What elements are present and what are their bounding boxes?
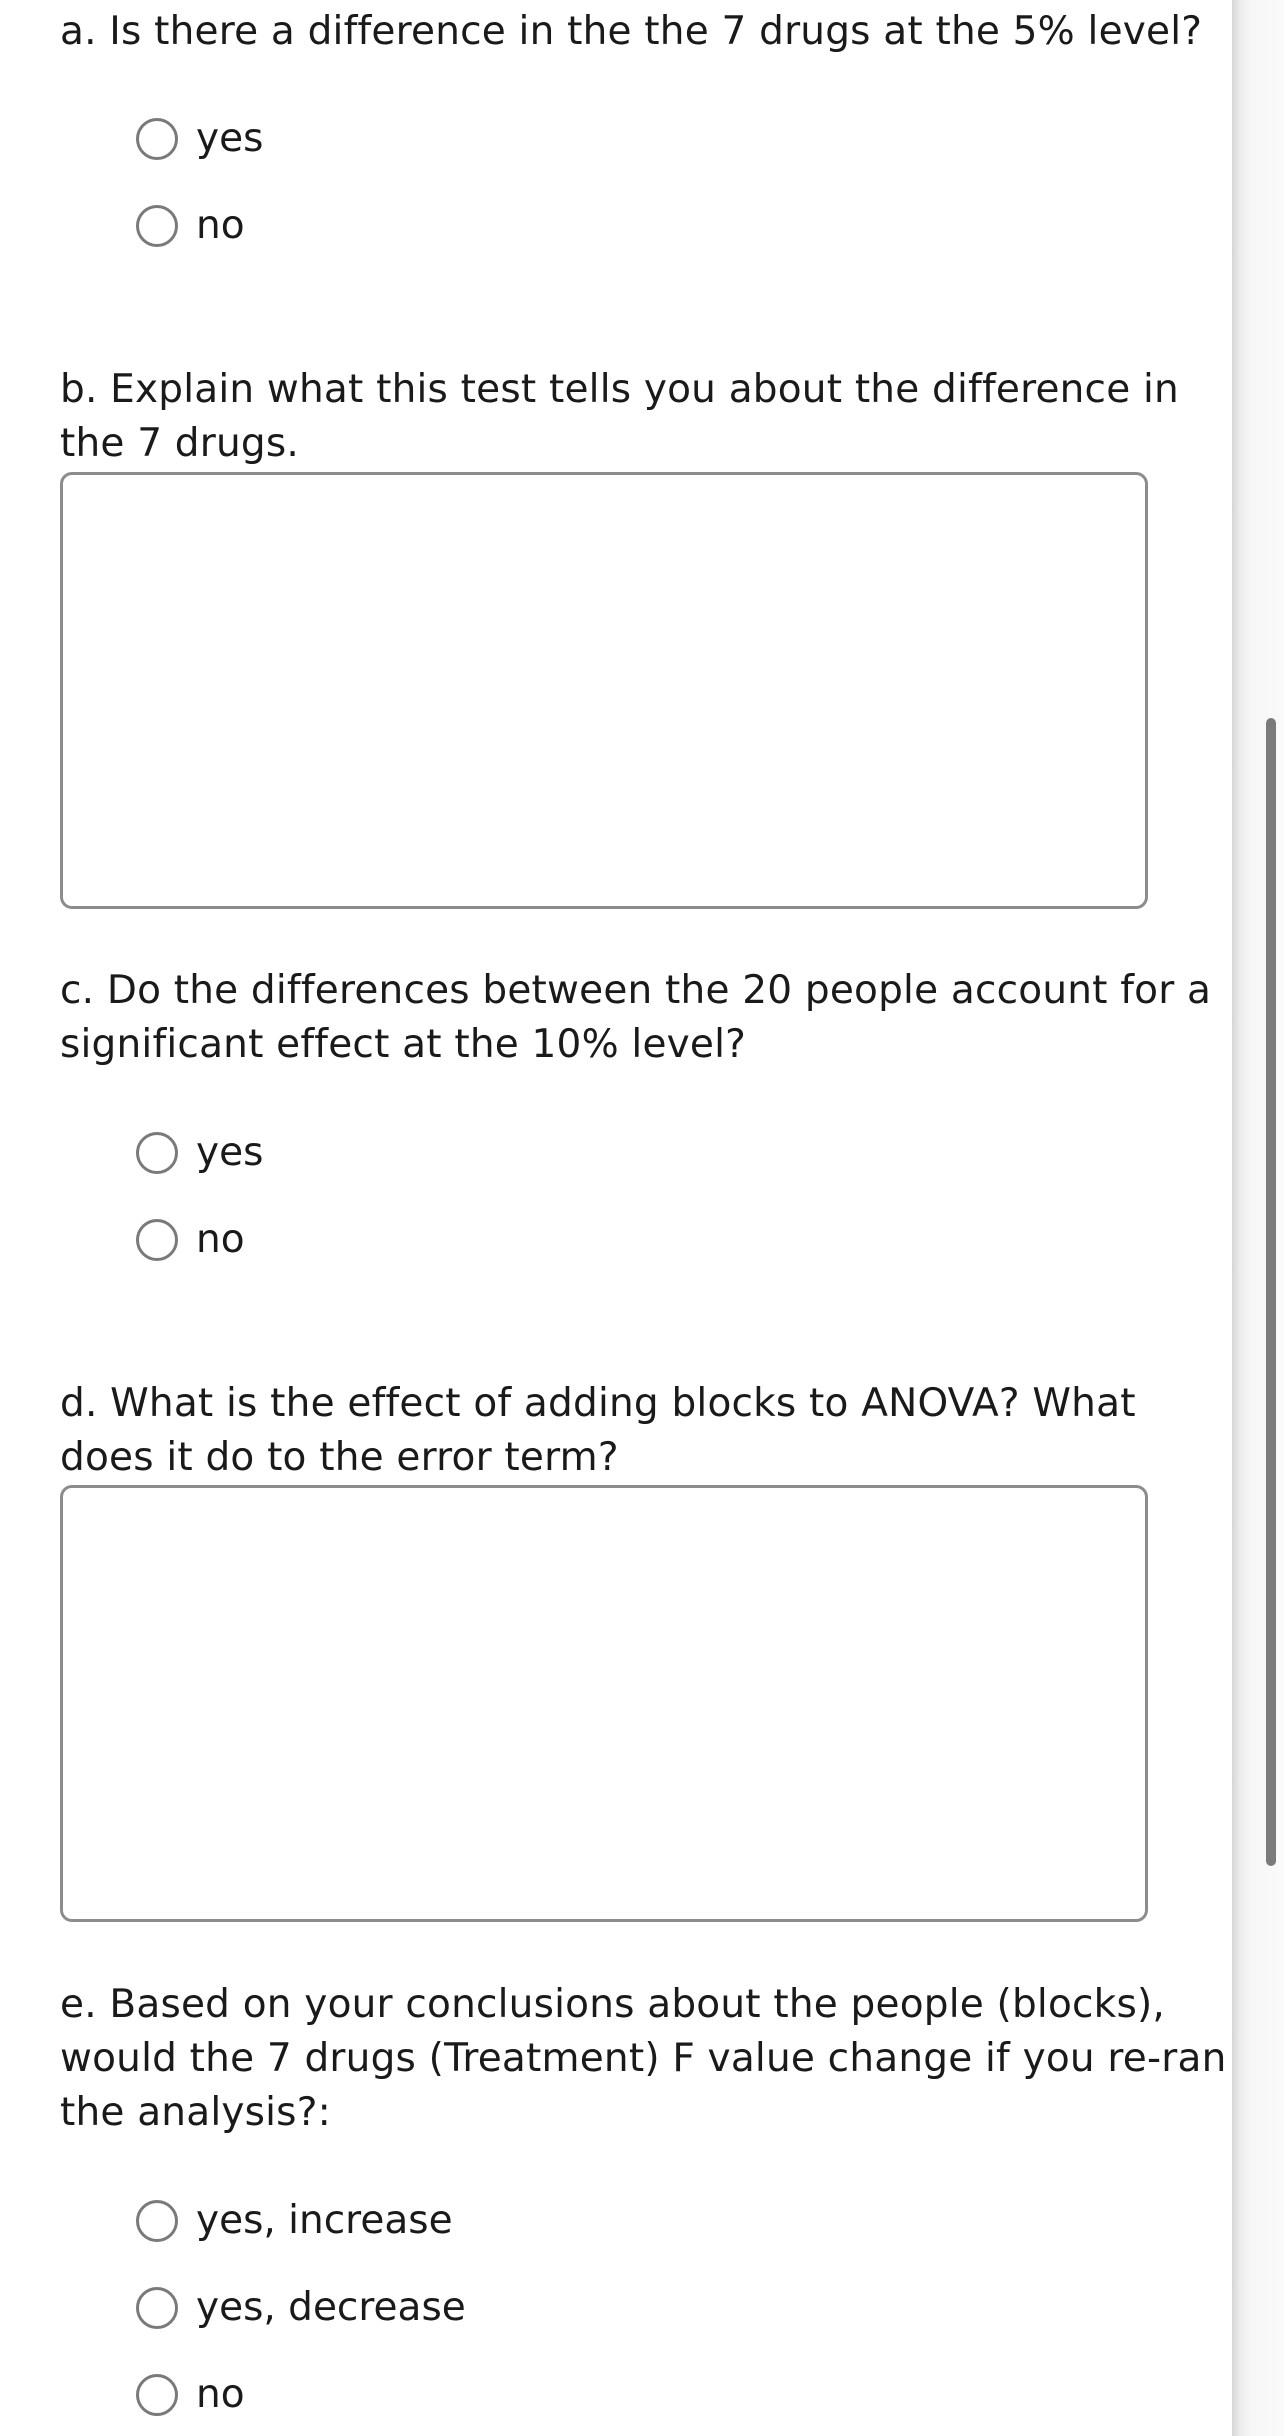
option-label: yes <box>196 1130 264 1175</box>
question-d-text: d. What is the effect of adding blocks to ANOVA? What does it do to the error term? <box>60 1381 1136 1480</box>
option-label: yes, increase <box>196 2198 453 2243</box>
question-a-option-yes[interactable] <box>136 114 263 164</box>
radio-button-icon[interactable] <box>136 118 178 160</box>
question-c-option-yes[interactable] <box>136 1128 263 1178</box>
radio-button-icon[interactable] <box>136 2374 178 2416</box>
option-label: yes, decrease <box>196 2285 466 2330</box>
question-d-answer-box[interactable] <box>60 1485 1148 1922</box>
option-label: no <box>196 203 245 248</box>
option-label: no <box>196 1217 245 1262</box>
question-c-text: c. Do the differences between the 20 people account for a significant effect at the 10% level? <box>60 968 1212 1067</box>
question-e-option-yes-increase[interactable] <box>136 2196 453 2246</box>
scrollbar-track[interactable] <box>1232 0 1284 2436</box>
question-b-answer-box[interactable] <box>60 472 1148 909</box>
question-c-option-no[interactable] <box>136 1215 245 1265</box>
radio-button-icon[interactable] <box>136 205 178 247</box>
question-b-text: b. Explain what this test tells you about the difference in the 7 drugs. <box>60 367 1179 466</box>
question-e-option-no[interactable] <box>136 2370 245 2420</box>
radio-button-icon[interactable] <box>136 2287 178 2329</box>
radio-button-icon[interactable] <box>136 1132 178 1174</box>
option-label: no <box>196 2372 245 2417</box>
option-label: yes <box>196 116 264 161</box>
question-e-option-yes-decrease[interactable] <box>136 2283 466 2333</box>
question-a-text: a. Is there a difference in the the 7 drugs at the 5% level? <box>60 9 1203 54</box>
radio-button-icon[interactable] <box>136 2200 178 2242</box>
question-a-option-no[interactable] <box>136 201 245 251</box>
question-e-text: e. Based on your conclusions about the people (blocks), would the 7 drugs (Treatment) F value change if you re-ran the analysis?: <box>60 1982 1227 2135</box>
scrollbar-thumb[interactable] <box>1266 718 1276 1866</box>
radio-button-icon[interactable] <box>136 1219 178 1261</box>
